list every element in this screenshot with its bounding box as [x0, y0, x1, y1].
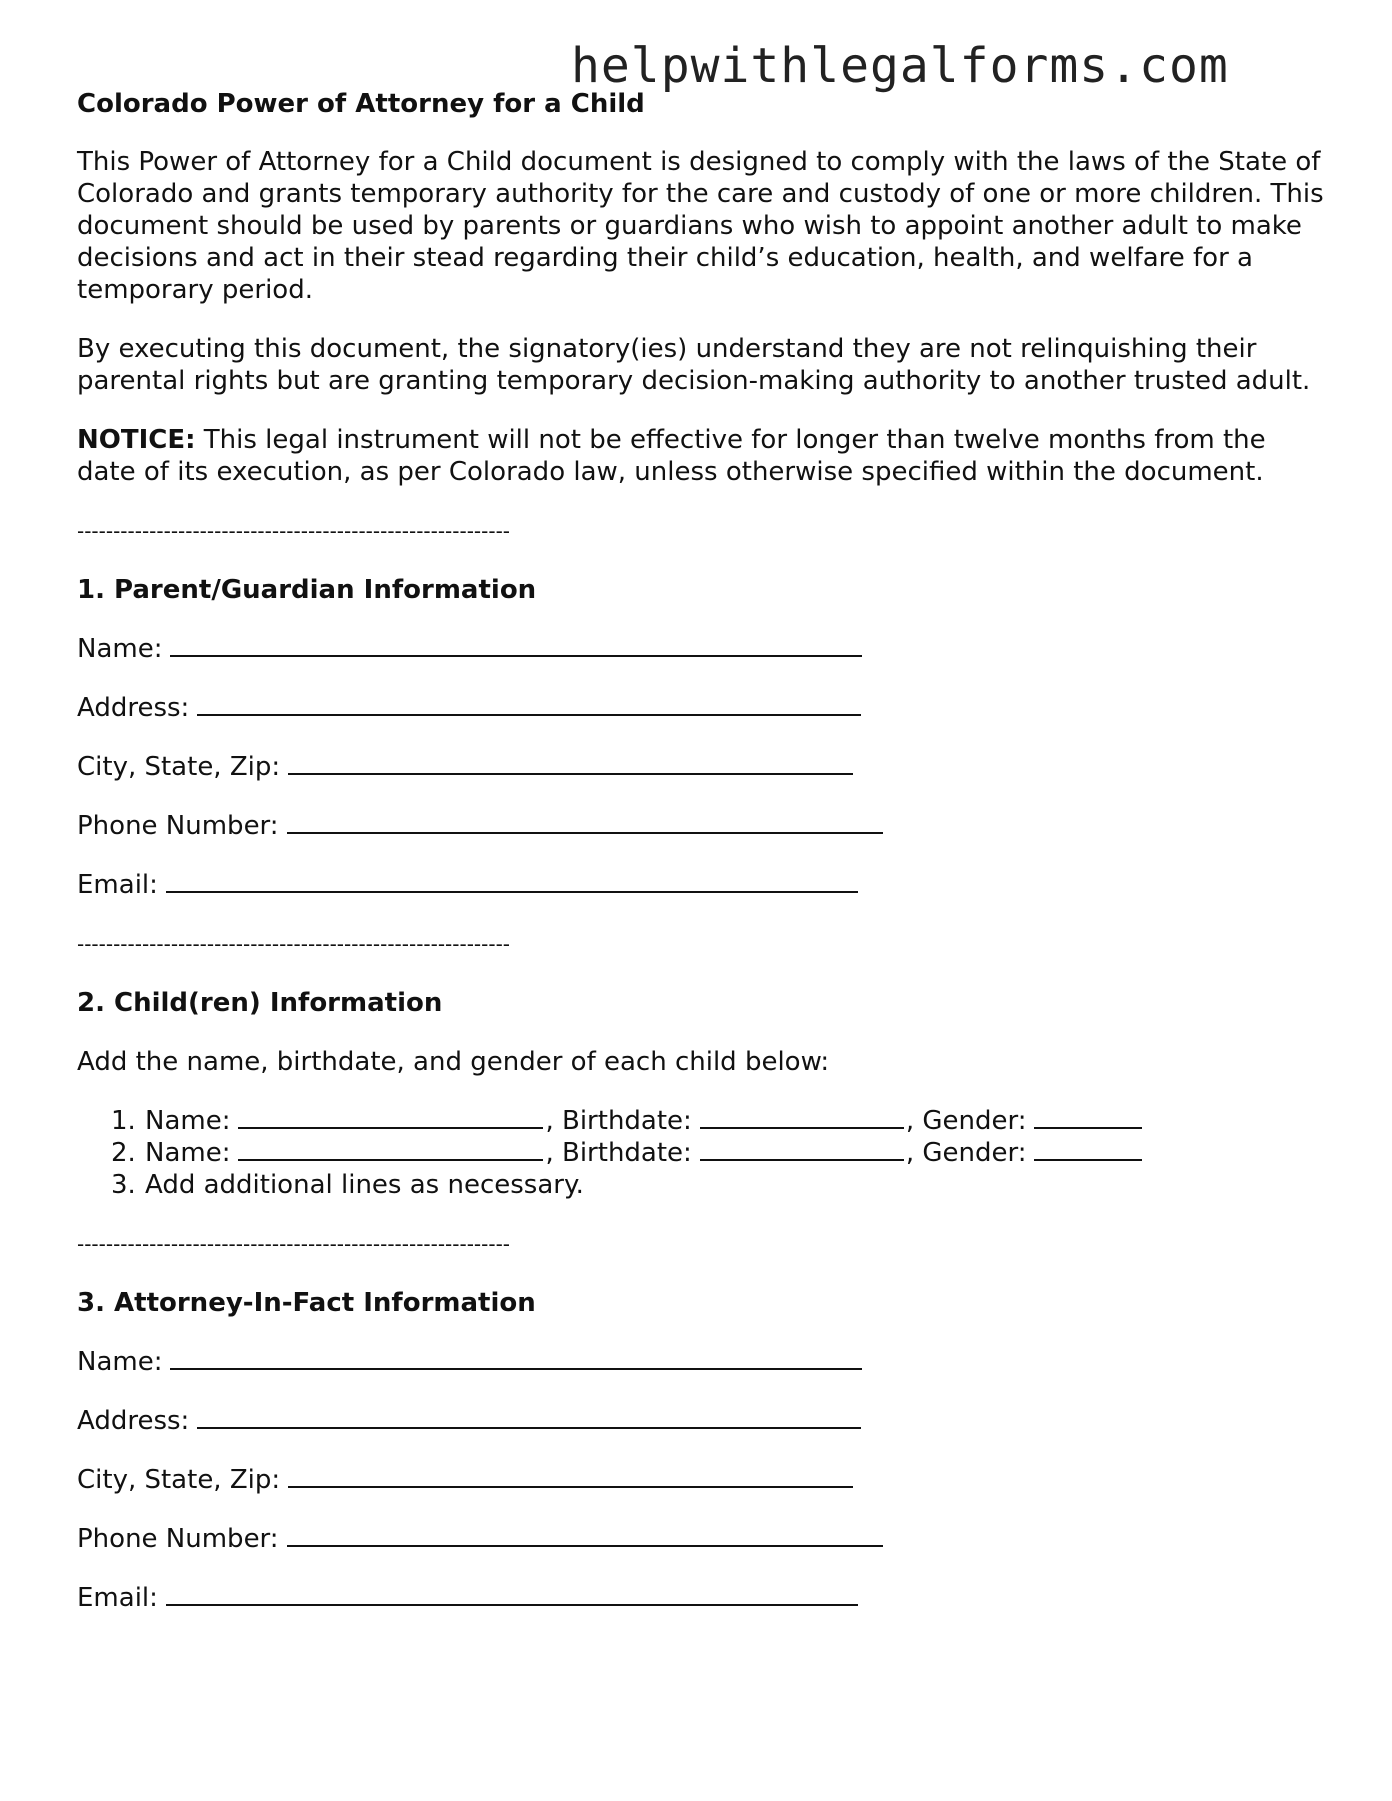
- intro-paragraph-2: By executing this document, the signatory(ies) understand they are not relinquishing their parental rights but are granting temporary decision-making authority to another trusted adult.: [77, 334, 1311, 396]
- watermark-text: helpwithlegalforms.com: [571, 38, 1229, 94]
- parent-phone-field[interactable]: [77, 810, 1327, 842]
- attorney-city-field[interactable]: [77, 1464, 1327, 1496]
- attorney-phone-field[interactable]: [77, 1523, 1327, 1555]
- section-divider: ------------------------------------------------------------: [77, 1232, 511, 1256]
- attorney-email-label: Email:: [77, 1583, 158, 1613]
- attorney-phone-label: Phone Number:: [77, 1524, 279, 1554]
- child-gender-label: , Gender:: [905, 1106, 1027, 1136]
- parent-address-label: Address:: [77, 693, 190, 723]
- child-birthdate-label: , Birthdate:: [545, 1106, 692, 1136]
- child-additional-note: Add additional lines as necessary.: [145, 1170, 584, 1200]
- child-birthdate-blank[interactable]: [700, 1105, 904, 1129]
- parent-address-blank[interactable]: [197, 692, 861, 716]
- attorney-city-blank[interactable]: [288, 1464, 853, 1488]
- parent-phone-blank[interactable]: [287, 810, 883, 834]
- child-birthdate-label: , Birthdate:: [545, 1138, 692, 1168]
- attorney-city-label: City, State, Zip:: [77, 1465, 281, 1495]
- section-1-heading: 1. Parent/Guardian Information: [77, 575, 537, 605]
- child-gender-label: , Gender:: [905, 1138, 1027, 1168]
- parent-phone-label: Phone Number:: [77, 811, 279, 841]
- child-gender-blank[interactable]: [1034, 1105, 1142, 1129]
- parent-name-label: Name:: [77, 634, 163, 664]
- notice-text: This legal instrument will not be effective for longer than twelve months from the date of its execution, as per Colorado law, unless otherwise specified within the document.: [77, 425, 1266, 487]
- child-number: 2.: [111, 1138, 136, 1168]
- child-name-label: Name:: [145, 1138, 231, 1168]
- parent-name-field[interactable]: [77, 633, 1327, 665]
- parent-city-field[interactable]: [77, 751, 1327, 783]
- notice-paragraph: [77, 424, 1327, 488]
- document-body: [77, 88, 1327, 1641]
- attorney-address-label: Address:: [77, 1406, 190, 1436]
- child-entry-3: [77, 1169, 1327, 1201]
- attorney-name-blank[interactable]: [170, 1346, 862, 1370]
- attorney-name-field[interactable]: [77, 1346, 1327, 1378]
- section-2-heading: 2. Child(ren) Information: [77, 988, 443, 1018]
- child-gender-blank[interactable]: [1034, 1137, 1142, 1161]
- document-title: Colorado Power of Attorney for a Child: [77, 89, 645, 119]
- parent-email-field[interactable]: [77, 869, 1327, 901]
- attorney-phone-blank[interactable]: [287, 1523, 883, 1547]
- child-entry-1[interactable]: [77, 1105, 1327, 1137]
- child-name-blank[interactable]: [238, 1137, 543, 1161]
- parent-city-blank[interactable]: [288, 751, 853, 775]
- parent-address-field[interactable]: [77, 692, 1327, 724]
- children-list: [77, 1105, 1327, 1201]
- attorney-email-field[interactable]: [77, 1582, 1327, 1614]
- intro-paragraph-1: This Power of Attorney for a Child document is designed to comply with the laws of the State of Colorado and grants temporary authority for the care and custody of one or more children. This document should be used by parents or guardians who wish to appoint another adult to make decisions and act in their stead regarding their child’s education, health, and welfare for a temporary period.: [77, 147, 1324, 305]
- parent-city-label: City, State, Zip:: [77, 752, 281, 782]
- parent-email-label: Email:: [77, 870, 158, 900]
- child-name-label: Name:: [145, 1106, 231, 1136]
- section-divider: ------------------------------------------------------------: [77, 932, 511, 956]
- parent-name-blank[interactable]: [170, 633, 862, 657]
- section-divider: ------------------------------------------------------------: [77, 519, 511, 543]
- section-3-heading: 3. Attorney-In-Fact Information: [77, 1288, 536, 1318]
- attorney-address-blank[interactable]: [197, 1405, 861, 1429]
- parent-email-blank[interactable]: [166, 869, 858, 893]
- attorney-email-blank[interactable]: [166, 1582, 858, 1606]
- child-number: 3.: [111, 1170, 136, 1200]
- child-birthdate-blank[interactable]: [700, 1137, 904, 1161]
- child-entry-2[interactable]: [77, 1137, 1327, 1169]
- attorney-name-label: Name:: [77, 1347, 163, 1377]
- child-name-blank[interactable]: [238, 1105, 543, 1129]
- attorney-address-field[interactable]: [77, 1405, 1327, 1437]
- child-number: 1.: [111, 1106, 136, 1136]
- notice-label: NOTICE:: [77, 425, 196, 455]
- children-instruction: Add the name, birthdate, and gender of each child below:: [77, 1047, 830, 1077]
